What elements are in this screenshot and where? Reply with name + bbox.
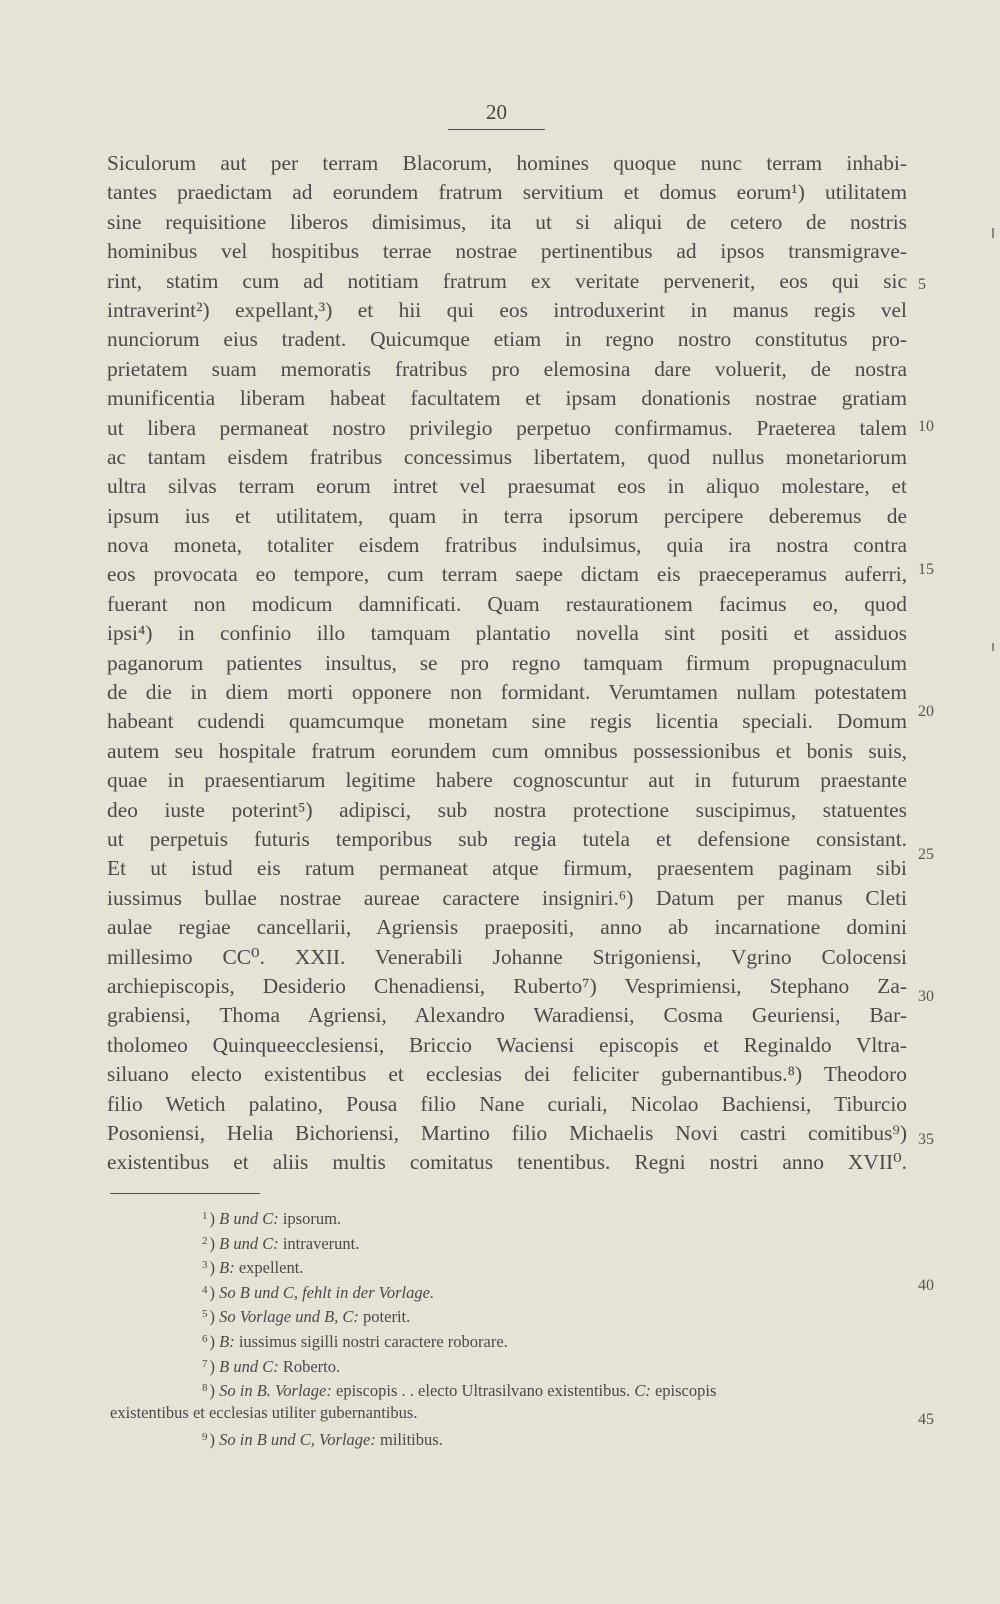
text-line: nova moneta, totaliter eisdem fratribus indulsimus, quia ira nostra contra	[107, 533, 907, 558]
footnote: $^3$ ) B: expellent.	[202, 1258, 304, 1278]
page-number: 20	[448, 100, 545, 130]
text-line: deo iuste poterint⁵) adipisci, sub nostra protectione suscipimus, statuentes	[107, 797, 907, 822]
text-line: archiepiscopis, Desiderio Chenadiensi, Ruberto⁷) Vesprimiensi, Stephano Za-	[107, 973, 907, 998]
text-line: Siculorum aut per terram Blacorum, homines quoque nunc terram inhabi-	[107, 151, 907, 175]
text-line: millesimo CC⁰. XXII. Venerabili Johanne Strigoniensi, Vgrino Colocensi	[107, 944, 907, 969]
footnote: $^7$ ) B und C: Roberto.	[202, 1356, 341, 1376]
footnote-source: B und C:	[219, 1356, 279, 1376]
footnote-text: expellent.	[238, 1258, 304, 1278]
footnote: $^9$ ) So in B und C, Vorlage: militibus.	[202, 1430, 443, 1450]
footnote-marker: 2	[202, 1234, 208, 1247]
text-line: eos provocata eo tempore, cum terram saepe dictam eis praeceperamus auferri,	[107, 562, 907, 587]
footnote: $^6$ ) B: iussimus sigilli nostri caractere roborare.	[202, 1331, 508, 1351]
line-number: 20	[918, 703, 934, 720]
text-line: ipsi⁴) in confinio illo tamquam plantatio novella sint positi et assiduos	[107, 621, 907, 646]
footnote-continuation: existentibus et ecclesias utiliter gubernantibus.	[110, 1402, 418, 1422]
text-line: Et ut istud eis ratum permaneat atque firmum, praesentem paginam sibi	[107, 856, 907, 881]
text-line: tholomeo Quinqueecclesiensi, Briccio Waciensi episcopis et Reginaldo Vltra-	[107, 1032, 907, 1057]
main-text	[107, 149, 907, 1178]
line-number: 25	[918, 846, 934, 863]
text-line: filio Wetich palatino, Pousa filio Nane curiali, Nicolao Bachiensi, Tiburcio	[107, 1091, 907, 1116]
footnote-marker: 9	[202, 1431, 208, 1444]
line-number: 45	[918, 1411, 934, 1428]
margin-mark	[992, 643, 994, 651]
footnote-text: episcopis	[654, 1381, 717, 1401]
footnotes	[110, 1204, 910, 1450]
text-line: paganorum patientes insultus, se pro regno tamquam firmum propugnaculum	[107, 650, 907, 675]
footnote-source: B:	[219, 1258, 235, 1278]
footnote-text: poterit.	[363, 1307, 411, 1327]
text-line: ipsum ius et utilitatem, quam in terra ipsorum percipere deberemus de	[107, 503, 907, 528]
line-number: 40	[918, 1277, 934, 1294]
footnote-marker: 6	[202, 1332, 208, 1345]
text-line: quae in praesentiarum legitime habere cognoscuntur aut in futurum praestante	[107, 768, 907, 793]
footnote: $^1$ ) B und C: ipsorum.	[202, 1209, 342, 1228]
text-line: prietatem suam memoratis fratribus pro elemosina dare voluerit, de nostra	[107, 356, 907, 381]
footnote-text: episcopis . . electo Ultrasilvano existentibus.	[336, 1381, 631, 1401]
text-line: ac tantam eisdem fratribus concessimus libertatem, quod nullus monetariorum	[107, 444, 907, 469]
line-number: 30	[918, 988, 934, 1005]
footnote-marker: 8	[202, 1382, 208, 1395]
footnote-source: C:	[634, 1381, 651, 1401]
footnote-source: So Vorlage und B, C:	[219, 1307, 359, 1327]
footnote: $^8$ ) So in B. Vorlage: episcopis . . electo Ultrasilvano existentibus. C: episcopis	[202, 1381, 717, 1401]
text-line: ut perpetuis futuris temporibus sub regia tutela et defensione consistant.	[107, 826, 907, 851]
text-line: tantes praedictam ad eorundem fratrum servitium et domus eorum¹) utilitatem	[107, 180, 907, 205]
line-number: 10	[918, 418, 934, 435]
footnote: $^2$ ) B und C: intraverunt.	[202, 1233, 360, 1253]
text-line: sine requisitione liberos dimisimus, ita ut si aliqui de cetero de nostris	[107, 209, 907, 234]
footnote-text: ipsorum.	[282, 1209, 342, 1228]
text-line: de die in diem morti opponere non formidant. Verumtamen nullam potestatem	[107, 680, 907, 705]
text-line: grabiensi, Thoma Agriensi, Alexandro Waradiensi, Cosma Geuriensi, Bar-	[107, 1003, 907, 1028]
text-line: hominibus vel hospitibus terrae nostrae pertinentibus ad ipsos transmigrave-	[107, 239, 907, 264]
footnote: $^4$ ) So B und C, fehlt in der Vorlage.	[202, 1282, 435, 1302]
footnote-marker: 4	[202, 1283, 208, 1296]
line-number: 15	[918, 561, 934, 578]
footnote-source: So in B. Vorlage:	[219, 1381, 332, 1401]
text-line: munificentia liberam habeat facultatem et ipsam donationis nostrae gratiam	[107, 386, 907, 411]
text-line: fuerant non modicum damnificati. Quam restaurationem facimus eo, quod	[107, 591, 907, 616]
footnote-source: So in B und C, Vorlage:	[219, 1430, 376, 1450]
footnote-marker: 3	[202, 1259, 208, 1272]
text-line: rint, statim cum ad notitiam fratrum ex veritate pervenerit, eos qui sic	[107, 268, 907, 293]
footnote-marker: 1	[202, 1210, 208, 1222]
text-line: ut libera permaneat nostro privilegio perpetuo confirmamus. Praeterea talem	[107, 415, 907, 440]
margin-mark	[992, 228, 994, 238]
text-line: autem seu hospitale fratrum eorundem cum omnibus possessionibus et bonis suis,	[107, 738, 907, 763]
footnote-text: militibus.	[380, 1430, 443, 1450]
text-line: aulae regiae cancellarii, Agriensis praepositi, anno ab incarnatione domini	[107, 915, 907, 940]
footnote-text: Roberto.	[282, 1356, 341, 1376]
text-line: intraverint²) expellant,³) et hii qui eos introduxerint in manus regis vel	[107, 297, 907, 322]
footnote-rule	[110, 1193, 260, 1194]
footnote-source: B:	[219, 1331, 235, 1351]
text-line: siluano electo existentibus et ecclesias dei feliciter gubernantibus.⁸) Theodoro	[107, 1062, 907, 1087]
line-number: 35	[918, 1131, 934, 1148]
footnote-marker: 5	[202, 1308, 208, 1321]
text-line: iussimus bullae nostrae aureae caractere insigniri.⁶) Datum per manus Cleti	[107, 885, 907, 910]
text-line: habeant cudendi quamcumque monetam sine regis licentia speciali. Domum	[107, 709, 907, 734]
text-line: existentibus et aliis multis comitatus tenentibus. Regni nostri anno XVII⁰.	[107, 1150, 907, 1175]
footnote-source: B und C:	[219, 1209, 279, 1228]
footnote-text: iussimus sigilli nostri caractere roborare.	[238, 1331, 508, 1351]
footnote-source: So B und C, fehlt in der Vorlage.	[219, 1282, 435, 1302]
line-number: 5	[918, 276, 926, 293]
footnote-text: intraverunt.	[282, 1233, 360, 1253]
footnote-marker: 7	[202, 1357, 208, 1370]
text-line: nunciorum eius tradent. Quicumque etiam in regno nostro constitutus pro-	[107, 327, 907, 352]
text-line: Posoniensi, Helia Bichoriensi, Martino filio Michaelis Novi castri comitibus⁹)	[107, 1120, 907, 1145]
footnote-source: B und C:	[219, 1233, 279, 1253]
text-line: ultra silvas terram eorum intret vel praesumat eos in aliquo molestare, et	[107, 474, 907, 499]
footnote: $^5$ ) So Vorlage und B, C: poterit.	[202, 1307, 411, 1327]
